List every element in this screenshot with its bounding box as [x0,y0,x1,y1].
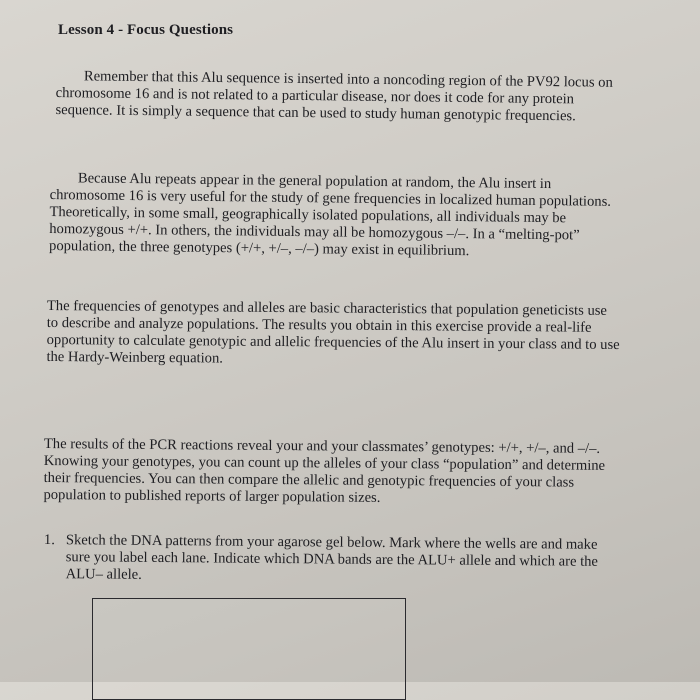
paragraph-line: Remember that this Alu sequence is inserted into a noncoding region of the PV92 locus on [83,68,613,91]
question-1 [44,532,684,589]
paragraph-line: the Hardy-Weinberg equation. [46,348,224,367]
paragraph-line: The frequencies of genotypes and alleles are basic characteristics that population geneticists use [46,298,608,319]
page-title: Lesson 4 - Focus Questions [58,22,234,38]
paragraph-line: Because Alu repeats appear in the general population at random, the Alu insert in [77,170,552,193]
question-number: 1. [43,532,55,549]
paragraph-line: sequence. It is simply a sequence that can be used to study human genotypic frequencies. [55,101,576,125]
paragraph-line: chromosome 16 and is not related to a particular disease, nor does it code for any protein [55,84,575,108]
question-text [66,532,684,588]
paragraph-line: Theoretically, in some small, geographically isolated populations, all individuals may be [49,203,567,227]
paragraph-line: population, the three genotypes (+/+, +/–, –/–) may exist in equilibrium. [48,237,470,260]
paragraph-line: to describe and analyze populations. The results you obtain in this exercise provide a real-life [46,314,592,336]
sketch-answer-box[interactable] [92,598,406,700]
paragraph-line: their frequencies. You can then compare the allelic and genotypic frequencies of your class [43,469,575,491]
question-line: Sketch the DNA patterns from your agarose gel below. Mark where the wells are and make [65,532,598,553]
paragraph-alu-repeats [49,170,685,263]
paragraph-line: The results of the PCR reactions reveal your and your classmates’ genotypes: +/+, +/–, and –/–. [43,436,601,457]
paragraph-alu-sequence [55,68,686,127]
paragraph-frequencies [46,298,692,372]
paragraph-line: chromosome 16 is very useful for the study of gene frequencies in localized human populations. [49,186,612,210]
paragraph-pcr-results [43,436,684,510]
question-line: ALU– allele. [65,566,142,583]
question-line: sure you label each lane. Indicate which DNA bands are the ALU+ allele and which are the [65,549,599,570]
paragraph-line: homozygous +/+. In others, the individuals may all be homozygous –/–. In a “melting-pot” [49,220,580,244]
paragraph-line: Knowing your genotypes, you can count up the alleles of your class “population” and determine [43,452,606,474]
paragraph-line: opportunity to calculate genotypic and allelic frequencies of the Alu insert in your class and to use [46,331,620,353]
paragraph-line: population to published reports of larger population sizes. [43,486,381,506]
